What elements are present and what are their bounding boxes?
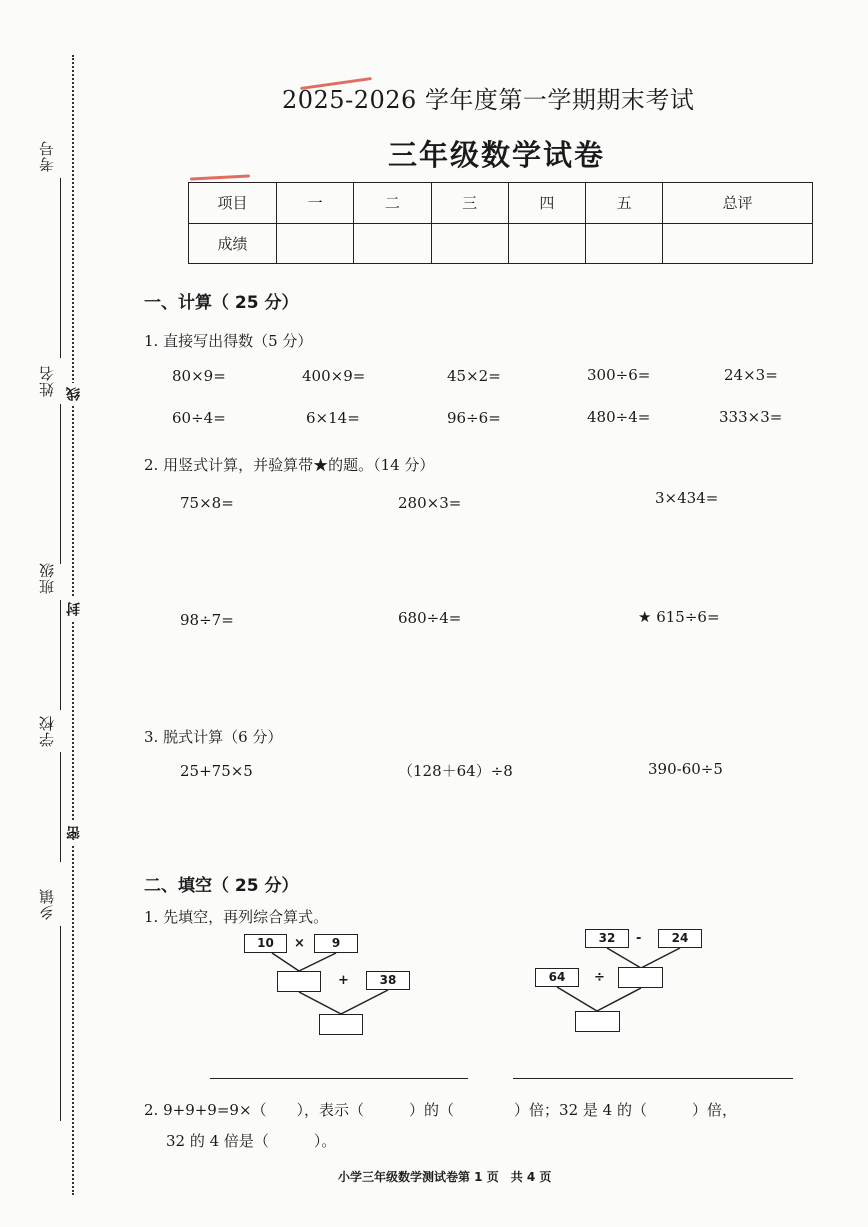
tree1-blank-result[interactable] (319, 1014, 363, 1035)
name-label: 姓名 (38, 365, 56, 397)
step-problem: （128＋64）÷8 (398, 762, 513, 780)
tree1-box-c: 38 (366, 971, 410, 990)
tree2-op2: ÷ (594, 970, 605, 985)
seal-secret-char: 密 (64, 822, 84, 844)
vertical-problem-starred: ★ 615÷6= (638, 608, 720, 626)
tree1-op2: + (338, 973, 349, 988)
tree1-blank-1[interactable] (277, 971, 321, 992)
tree2-box-a: 32 (585, 929, 629, 948)
fill-q1-title: 1. 先填空，再列综合算式。 (144, 908, 329, 926)
exam-number-label: 考号 (38, 140, 56, 172)
score-table-col-3: 三 (431, 183, 508, 224)
vertical-problem: 3×434= (655, 489, 719, 507)
score-table-header-item: 项目 (189, 183, 277, 224)
score-table-col-2: 二 (354, 183, 431, 224)
school-label: 学校 (38, 715, 56, 747)
oral-problem: 96÷6= (447, 409, 501, 427)
page-footer: 小学三年级数学测试卷第 1 页 共 4 页 (338, 1170, 552, 1184)
fill-q2-line2: 32 的 4 倍是（ ）。 (166, 1132, 337, 1150)
oral-problem: 400×9= (302, 367, 366, 385)
tree2-blank-result[interactable] (575, 1011, 620, 1032)
vertical-problem: 280×3= (398, 494, 462, 512)
score-table-col-total: 总评 (663, 183, 813, 224)
score-table-header-score: 成绩 (189, 223, 277, 264)
score-table-col-1: 一 (277, 183, 354, 224)
tree2-answer-line[interactable] (513, 1078, 793, 1079)
vertical-problem: 98÷7= (180, 611, 234, 629)
oral-problem: 45×2= (447, 367, 501, 385)
oral-problem: 480÷4= (587, 408, 651, 426)
oral-problem: 333×3= (719, 408, 783, 426)
q2-title: 2. 用竖式计算，并验算带★的题。（14 分） (144, 456, 435, 474)
seal-line-char: 线 (64, 383, 84, 405)
section1-title: 一、计算（ 25 分） (144, 293, 299, 313)
score-table-col-4: 四 (508, 183, 585, 224)
tree2-op1: - (636, 931, 642, 946)
tree1-op1: × (294, 936, 305, 951)
oral-problem: 300÷6= (587, 366, 651, 384)
tree2-box-b: 24 (658, 929, 702, 948)
q1-title: 1. 直接写出得数（5 分） (144, 332, 313, 350)
tree1-answer-line[interactable] (210, 1078, 468, 1079)
tree1-box-b: 9 (314, 934, 358, 953)
vertical-problem: 75×8= (180, 494, 234, 512)
step-problem: 390-60÷5 (648, 760, 723, 778)
class-label: 班级 (38, 562, 56, 594)
seal-seal-char: 封 (64, 598, 84, 620)
q3-title: 3. 脱式计算（6 分） (144, 728, 283, 746)
town-label: 乡镇 (38, 888, 56, 920)
section2-title: 二、填空（ 25 分） (144, 876, 299, 896)
score-table-col-5: 五 (586, 183, 663, 224)
oral-problem: 80×9= (172, 367, 226, 385)
paper-title: 三年级数学试卷 (388, 138, 606, 172)
step-problem: 25+75×5 (180, 762, 253, 780)
fill-q2-line1: 2. 9+9+9=9×（ ），表示（ ）的（ ）倍；32 是 4 的（ ）倍， (144, 1101, 737, 1119)
oral-problem: 60÷4= (172, 409, 226, 427)
tree2-blank-1[interactable] (618, 967, 663, 988)
oral-problem: 6×14= (306, 409, 360, 427)
oral-problem: 24×3= (724, 366, 778, 384)
vertical-problem: 680÷4= (398, 609, 462, 627)
exam-title: 2025-2026 学年度第一学期期末考试 (282, 86, 695, 114)
tree2-box-c: 64 (535, 968, 579, 987)
tree1-box-a: 10 (244, 934, 287, 953)
